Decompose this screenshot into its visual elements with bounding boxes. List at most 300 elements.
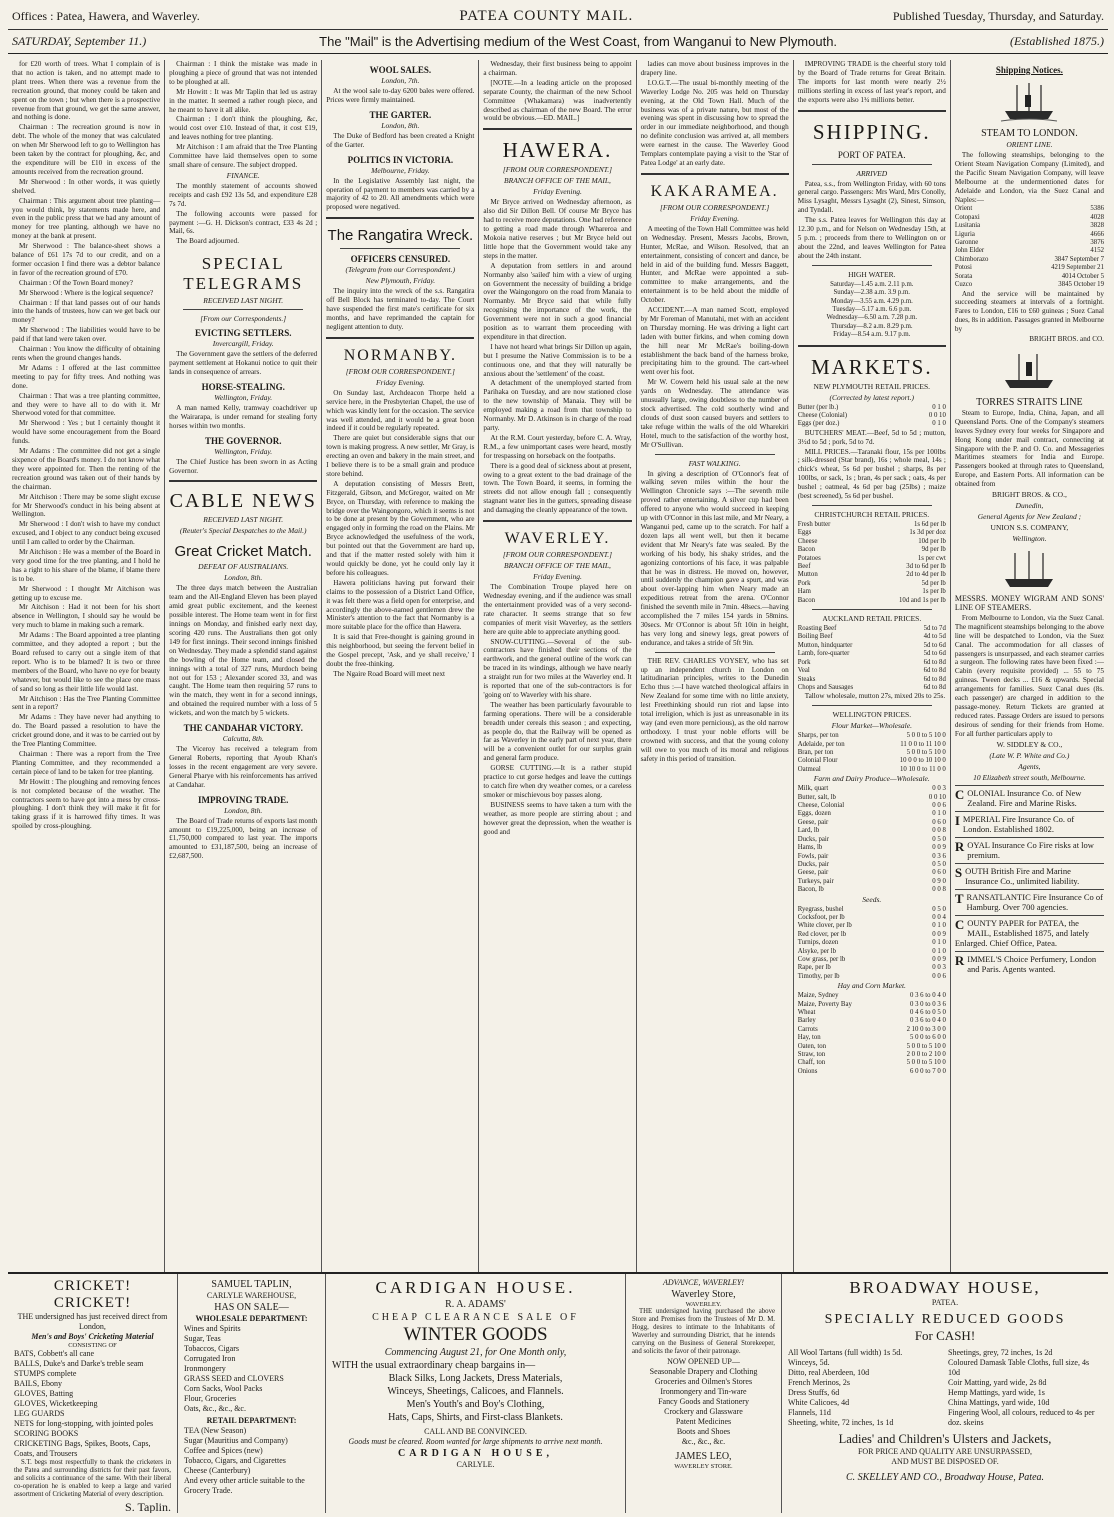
price-row — [798, 1026, 946, 1034]
evicting-heading: EVICTING SETTLERS. — [194, 328, 292, 339]
price-value: 2 10 0 to 3 0 0 — [906, 1025, 946, 1033]
price-item: Roasting Beef — [797, 625, 837, 633]
insurance-text: RANSATLANTIC Fire Insurance Co of Hamburg. Over 700 agencies. — [966, 891, 1103, 912]
ship-row — [955, 247, 1104, 255]
price-item: Cheese — [797, 537, 818, 545]
dateline: London, 8th. — [381, 120, 420, 130]
reuter-note: (Reuter's Special Despatches to the Mail.) — [179, 526, 307, 536]
price-value: 0 1 0 — [932, 947, 946, 955]
price-item: Milk, quart — [797, 785, 829, 793]
defeat-heading: DEFEAT OF AUSTRALIANS. — [198, 562, 289, 572]
article-paragraph: [NOTE.—In a leading article on the proposed separate County, the chairman of the new School Committee (Whakamara) was inadvertently described as chairman of the new Board. The error would be obvious.—ED. MAIL.] — [483, 78, 632, 123]
chch-heading: CHRISTCHURCH RETAIL PRICES. — [814, 510, 930, 519]
price-row — [798, 906, 946, 914]
price-item: Lard, lb — [797, 827, 820, 835]
newspaper-page — [8, 4, 1108, 1513]
drop-cap: R — [954, 838, 965, 854]
price-value: 6 0 0 to 7 0 0 — [909, 1067, 946, 1075]
hawera-paragraph: A deputation from settlers in and around Normanby also 'sailed' him with a view of urging on Government the necessity of building a bridge over the Waingongoro on the road from Manaia to Normanby. Mr Bryce said that while fully recognising the importance of the work, the Government were not in such a good financial position as to warrant them proceeding with expenditure in that direction. — [483, 261, 632, 341]
price-item: Turkeys, pair — [797, 877, 834, 885]
hawera-paragraph: At the R.M. Court yesterday, before C. A. Wray, R.M., a few unimportant cases were heard, mostly for trespassing on horseback on the footpaths. — [483, 433, 632, 460]
cricket-item: BAILS, Ebony — [14, 1379, 62, 1388]
price-item: Alsyke, per lb — [797, 947, 837, 955]
bright-bros: BRIGHT BROS. and CO. — [1029, 335, 1104, 344]
price-row — [798, 529, 946, 537]
price-item: Cow grass, per lb — [797, 955, 846, 963]
price-item: Cheese, Colonial — [797, 802, 845, 810]
kakaramea-paragraph: A meeting of the Town Hall Committee was held on Wednesday. Present, Messrs Jacobs, Brown, Hunter, McRae, and Wilson. Resolved, that an entertainment, consisting of concert and dance, be held in aid of the building fund. Messrs Baggett, Hunter, and McRae were appointed a sub-committee to make arrangements, and the entertainment is to be held about the middle of October. — [640, 224, 789, 305]
retail-item: Sugar (Mauritius and Company) — [184, 1436, 288, 1445]
dateline: Calcutta, 8th. — [222, 734, 264, 744]
waverley-item: Seasonable Drapery and Clothing — [649, 1367, 758, 1376]
cricket-item: BALLS, Duke's and Darke's treble seam — [14, 1359, 144, 1368]
price-value: 3876 — [1090, 239, 1104, 247]
flour-market: Flour Market—Wholesale. — [831, 721, 912, 731]
price-value: 1s per cwt — [917, 554, 946, 562]
price-item: Chaff, ton — [797, 1059, 826, 1067]
waverley-item: Boots and Shoes — [676, 1427, 731, 1436]
horse-heading: HORSE-STEALING. — [201, 381, 285, 392]
garter-heading: THE GARTER. — [369, 109, 432, 120]
ship-row — [955, 222, 1104, 230]
finance-text: The monthly statement of accounts showed receipts and cash £92 13s 5d, and expenditure £28 7s 7d. — [169, 181, 318, 208]
price-value: 0 3 0 to 0 3 6 — [909, 1000, 946, 1008]
james-leo: JAMES LEO, — [675, 1451, 732, 1462]
price-row — [798, 964, 946, 972]
price-row — [798, 412, 946, 420]
price-value: 11 0 0 to 11 10 0 — [900, 740, 946, 748]
torres-text: Steam to Europe, India, China, Japan, and all Queensland Ports. One of the Company's steamers leaves Sydney every four weeks for Singapore and Hong Kong under mail contract, connecting at Singapore with the P. and O. Co. and Messageries Maritimes steamers for India and Europe. Passengers booked at through rates to Queensland, Europe, and Eastern Ports. All information can be obtained from — [954, 408, 1104, 489]
broadway-item: Coloured Damask Table Cloths, full size, 4s 10d — [948, 1358, 1090, 1377]
insurance-ad — [955, 915, 1104, 948]
winter-goods: WINTER GOODS — [403, 1324, 548, 1345]
patea: PATEA. — [931, 1298, 959, 1307]
bright-bros-2: BRIGHT BROS. & CO., — [991, 490, 1067, 500]
price-item: Ham — [797, 588, 811, 596]
price-value: 0 0 3 — [932, 785, 946, 793]
seeds-heading: Seeds. — [862, 894, 882, 904]
article-paragraph: Chairman : Of the Town Board money? — [19, 278, 133, 287]
waverley-paragraph: GORSE CUTTING.—It is a rather stupid practice to cut gorse hedges and leave the cuttings to catch fire when dry weather comes, or a careless smoker or mischievous boy passes along. — [483, 764, 632, 799]
price-item: Cuzco — [954, 281, 973, 289]
price-value: 5d to 7d — [923, 625, 946, 633]
cricket-heading: CRICKET! CRICKET! — [53, 1278, 132, 1311]
broadway-item: Sheetings, grey, 72 inches, 1s 2d — [948, 1348, 1053, 1357]
price-item: Eggs — [797, 529, 812, 537]
commencing: Commencing August 21, for One Month only, — [384, 1347, 567, 1358]
price-item: Sharps, per ton — [797, 732, 839, 740]
price-value: 0 6 0 — [932, 869, 946, 877]
now-opened: NOW OPENED UP— — [667, 1357, 740, 1366]
wellington: Wellington. — [1012, 534, 1047, 544]
article-paragraph: Mr Sherwood : Where is the logical sequence? — [19, 288, 154, 297]
price-value: 4152 — [1090, 247, 1104, 255]
article-paragraph: Chairman : I don't think the ploughing, &c, would cost over £10. Instead of that, it cost £19, and leaves nothing for tree planting. — [169, 115, 318, 142]
money-wigram: MESSRS. MONEY WIGRAM AND SONS' LINE OF STEAMERS. — [954, 594, 1104, 612]
waverley-paragraph: BUSINESS seems to have taken a turn with the weather, as more people are stirring about ; and however great the depression, when the weather is good and — [483, 800, 632, 836]
waverley-paragraph: SNOW-CUTTING.—Several of the sub-contractors have finished their sections of the earthwork, and the general outline of the work can be traced in its windings, although we have nearly a straight run for two miles at the Waverley end. It is reported that one of the sub-contractors is for 'going on' to Waverley with his share. — [483, 637, 632, 699]
price-row — [798, 659, 946, 667]
article-paragraph: Chairman : You know the difficulty of obtaining rents when the ground changes hands. — [12, 345, 161, 362]
price-row — [798, 667, 946, 675]
wreck-heading: The Rangatira Wreck. — [327, 227, 474, 245]
price-item: Chimborazo — [954, 255, 989, 263]
torres-heading: TORRES STRAITS LINE — [976, 396, 1083, 408]
waverley-item: &c., &c., &c. — [681, 1437, 726, 1446]
leaves-text: The s.s. Patea leaves for Wellington this day at 12.30 p.m., and for Nelson on Wednesday 15th, at 5 p.m. ; proceeds from there to Wellington on or about the 22nd, and leaves Wellington for Patea about the 24th instant. — [797, 216, 946, 260]
elizabeth-street: 10 Elizabeth street south, Melbourne. — [973, 772, 1086, 782]
price-value: 5 0 0 to 6 0 0 — [909, 1034, 946, 1042]
article-paragraph: Chairman : The recreation ground is now in debt. The whole of the money that was calculated on when Mr Sherwood left to go to Wellington has been taken by the contract for ploughing, &c, and the expenditure will be £10 in excess of the amounts received from the recreation ground. — [12, 123, 161, 176]
price-value: 0 4 6 to 0 5 0 — [909, 1009, 946, 1016]
insurance-text: OYAL Insurance Co Fire risks at low premium. — [967, 839, 1094, 860]
ship-row — [955, 264, 1104, 272]
broadway-item: Ditto, real Aberdeen, 10d — [788, 1368, 870, 1377]
markets-heading: MARKETS. — [810, 354, 933, 379]
price-row — [798, 992, 946, 1000]
dateline: Wellington, Friday. — [214, 392, 273, 402]
price-item: Eggs (per doz.) — [797, 420, 840, 428]
price-value: 0 9 0 — [932, 877, 946, 885]
price-value: 6d to 8d — [923, 667, 946, 675]
drop-cap: I — [954, 812, 960, 828]
governor-text: The Chief Justice has been sworn in as Acting Governor. — [169, 457, 318, 475]
price-value: 2d to 4d per lb — [906, 571, 946, 579]
kakaramea-paragraph: ACCIDENT.—A man named Scott, employed by Mr Foreman of Manutahi, met with an accident on Thursday morning. He was driving a light cart laden with butter firkins, and when coming down the hill near Mr McRae's boiling-down establishment the back band of the harness broke, precipitating him to the ground. The cart-wheel went over his foot. — [640, 306, 789, 377]
price-item: Potosi — [954, 264, 972, 272]
published-line: Published Tuesday, Thursday, and Saturday. — [892, 9, 1104, 23]
wholesale-item: Oats, &c., &c., &c. — [184, 1404, 246, 1413]
tide-row: Friday—8.54 a.m. 9.17 p.m. — [833, 331, 911, 339]
price-value: 4219 September 21 — [1051, 264, 1104, 272]
ra-adams: R. A. ADAMS' — [445, 1299, 506, 1310]
price-item: Colonial Flour — [797, 757, 838, 765]
from-correspondent: [FROM OUR CORRESPONDENT.] — [502, 165, 613, 175]
price-row — [798, 810, 946, 818]
walking-text: In giving a description of O'Connor's feat of walking seven miles within the hour the Wellington Chronicle says :—The seventh mile proved rather entertaining. A silver cup had been offered to anyone who would succeed in keeping up with O'Connor in this last mile, and Mr Neary, a Wanganui ped, came up to the scratch. For half a dozen laps all went well, but then it became evident that Mr Neary's fate was sealed. By the working of his body, his shaky strides, and the agonizing contortions of his face, it was palpable that he was in distress. He moved on, however, until suddenly the champion gave a spurt, and was about over-lapping him when Neary made an expeditious retreat from the arena. O'Connor finished the seventh mile in 7min. 48secs.—having accomplished the 7 miles 154 yards in 58mins. 30secs. Mr O'Connor is about 5ft 10in in height, has very long and sinewy legs, great powers of endurance, and takes a stride of 5ft 9in. — [640, 469, 789, 647]
price-value: 10d per lb — [918, 537, 946, 545]
goods-cleared: Goods must be cleared. Room wanted for large shipments to arrive next month. — [348, 1437, 603, 1446]
price-item: Oatmeal — [797, 765, 821, 773]
cricket-item: GLOVES, Batting — [14, 1389, 74, 1398]
trade-text: The Board of Trade returns of exports last month amount to £19,225,000, being an increase of £1,750,000 compared to last year. The imports amounted to £31,187,500, being an increase of £2,687,500. — [169, 816, 318, 861]
price-value: 6d to 8d — [923, 675, 946, 683]
money-text: From Melbourne to London, via the Suez Canal. The magnificent steamships belonging to the above line will be despatched to London, via the Suez Canal. The accommodation for all classes of passengers is unsurpassed, and each steamer carries a surgeon. The following rates have been fixed :—Cabin (every requisite provided) ... 55 to 75 guineas. Tween decks ... £16 & upwards. Special arrangements for families. Suez Canal dues (8s. each passenger) are charged in addition to the passage-money. Return Tickets are granted at reduced rates. Passage Orders are issued to persons desirous of sending for their friends from Home. For all further particulars apply to — [954, 613, 1104, 738]
price-row — [798, 922, 946, 930]
price-row — [798, 521, 946, 529]
price-value: 5d to 6d — [923, 641, 946, 649]
price-item: Garonne — [954, 239, 979, 247]
article-paragraph: Mr Sherwood : Yes ; but I certainly thought it would have some encouragement from the Board funds. — [12, 419, 161, 446]
price-item: Hay, ton — [797, 1034, 821, 1042]
price-item: Cocksfoot, per lb — [797, 913, 845, 921]
normanby-paragraph: There are quiet but considerable signs that our town is making progress. A new settler, Mr Gray, is erecting an oven and bakery in the main street, and I believe there is to be a small grain and produce store behind. — [326, 434, 475, 478]
price-row — [798, 844, 946, 852]
price-value: 1s per lb — [922, 588, 946, 596]
insurance-ad — [955, 889, 1104, 912]
cricket-item: LEG GUARDS — [14, 1409, 65, 1418]
article-paragraph: Chairman : I think the mistake was made in ploughing a piece of ground that was not intended to be ploughed at all. — [169, 60, 318, 86]
price-value: 0 1 0 — [932, 939, 946, 947]
price-row — [798, 1017, 946, 1025]
from-correspondent: [FROM OUR CORRESPONDENT.] — [660, 202, 770, 212]
butchers-text: BUTCHERS' MEAT.—Beef, 5d to 5d ; mutton, 3½d to 5d ; pork, 5d to 7d. — [797, 428, 946, 446]
cricket-item: BATS, Cobbett's all cane — [14, 1349, 95, 1358]
article-paragraph: Chairman : There was a report from the Tree Planting Committee, and they recommended a certain piece of land to be taken for tree planting. — [12, 749, 161, 776]
steamship-icon — [999, 348, 1059, 392]
arrived-text: Patea, s.s., from Wellington Friday, with 60 tons general cargo. Passengers: Mrs Ward, Mrs Conolly, Miss Lysaght, Messrs Lysaght (2), Sinest, Simson, and Tyndall. — [797, 179, 946, 215]
taplin-warehouse-ad — [178, 1274, 326, 1513]
hawera-paragraph: Mr Bryce arrived on Wednesday afternoon, as also did Sir Dillon Bell. Of course Mr Bryce has had to receive more deputations. One had reference to getting a road made through Whareroa and Mokoia native reserves ; but Mr Bryce held out little hope that the Government would take any steps in the matter. — [483, 198, 632, 260]
article-paragraph: Mr Aitchison : Has the Tree Planting Committee sent in a report? — [12, 694, 161, 712]
price-item: Barley — [797, 1017, 816, 1025]
price-item: Turnips, dozen — [797, 939, 839, 947]
established: (Established 1875.) — [1009, 34, 1104, 48]
article-paragraph: Chairman : This argument about tree planting—you would think, by statements made here, and even in the public press that we had any amount of money for tree planting, although we have no money at the bank at present. — [12, 196, 161, 241]
rev-voysey-text: THE REV. CHARLES VOYSEY, who has set up an independent church in London on latitudinarian principles, writes to the Dunedin Echo thus :—I have watched theological affairs in New Zealand for some time with no little anxiety, lest Freethinking should run riot and lapse into total irreligion, which is just as unreasonable in its way (and even more pernicious), as the old narrow orthodoxy. I trust your noble efforts will be crowned with success, and that the young colony will owe to you much of its moral and religious safety in this period of transition. — [640, 656, 789, 763]
price-item: Eggs, dozen — [797, 810, 831, 818]
hawera-heading: HAWERA. — [502, 138, 613, 163]
price-item: Geese, pair — [797, 869, 829, 877]
hawera-paragraph: I have not heard what brings Sir Dillon up again, but I presume the Native Commission is to be a continuous one, and that they will naturally be anxious about the 'settlement' of the coast. — [483, 342, 632, 378]
tide-row: Sunday—2.38 a.m. 3.9 p.m. — [833, 289, 910, 297]
cricket-item: STUMPS complete — [14, 1369, 77, 1378]
price-value: 0 5 0 — [932, 905, 946, 913]
article-paragraph: Mr Sherwood : I don't wish to have my conduct excused, and I object to any conduct being excused until I am called to order by the Chairman. — [12, 520, 161, 547]
price-item: Potatoes — [797, 554, 821, 562]
price-row — [798, 633, 946, 641]
article-paragraph: Chairman : That was a tree planting committee, and they were to have all to do with it. Mr Sherwood voted for that committee. — [12, 391, 161, 418]
price-row — [798, 676, 946, 684]
black-silks: Black Silks, Long Jackets, Dress Materials, — [388, 1373, 563, 1384]
masthead — [8, 4, 1108, 30]
waverley-paragraph: The weather has been particularly favourable to farming operations. There will be a considerable breadth under cereals this season ; and expecting, as people do, that the Railway will be opened as far as Waverley in the early part of next year, there will be a convenient outlet for our surplus grain and general farm produce. — [483, 700, 632, 763]
price-item: Pork — [797, 658, 811, 666]
insurance-ad — [955, 863, 1104, 886]
waverley-store: Waverley Store, — [671, 1289, 736, 1300]
price-row — [798, 1068, 946, 1076]
drop-cap: T — [954, 890, 964, 906]
price-item: Lusitania — [954, 222, 981, 230]
price-item: Butter, salt, lb — [797, 793, 836, 801]
retail-item: TEA (New Season) — [184, 1426, 247, 1435]
winceys: Winceys, Sheetings, Calicoes, and Flannels. — [387, 1386, 564, 1397]
price-value: 0 3 6 — [932, 852, 946, 860]
price-value: 0 0 9 — [932, 844, 946, 852]
branch-office: BRANCH OFFICE OF THE MAIL, — [504, 561, 611, 571]
price-value: 5386 — [1090, 205, 1104, 213]
price-item: Onions — [797, 1067, 818, 1075]
dateline: London, 7th. — [381, 76, 420, 85]
cricket-note: S.T. begs most respectfully to thank the cricketers in the Patea and surrounding districts for their past favors, and solicits a continuance of the same. With their liberal co-operation he is enabled to keep a large and varied assortment of Cricketing Material of every description. — [14, 1459, 171, 1498]
union-ss: UNION S.S. COMPANY, — [990, 523, 1069, 533]
price-row — [798, 580, 946, 588]
price-row — [798, 1009, 946, 1017]
kakaramea-paragraph: Mr W. Cowern held his usual sale at the new yards on Wednesday. The attendance was unusually large, owing doubtless to the number of stock advertised. The cold southerly wind and clouds of dust soon caused buyers and settlers to take refuge within the walls of the old Wharekiri Hotel, much to the satisfaction of the worthy host, Mr O'Sullivan. — [640, 378, 789, 449]
waverley-place: WAVERLEY. — [685, 1301, 722, 1308]
article-paragraph: ladies can move about business improves in the drapery line. — [640, 60, 789, 77]
cardigan-house-footer: CARDIGAN HOUSE, — [397, 1448, 553, 1459]
steamship-icon — [999, 79, 1059, 123]
price-item: Boiling Beef — [797, 633, 833, 641]
price-item: Veal — [797, 667, 810, 675]
ship-row — [955, 231, 1104, 239]
adjourned: The Board adjourned. — [176, 237, 240, 246]
price-value: 0 1 0 — [932, 922, 946, 930]
carlyle: CARLYLE. — [456, 1460, 495, 1469]
waverley-store-ad — [626, 1274, 782, 1513]
disposed: AND MUST BE DISPOSED OF. — [891, 1457, 999, 1466]
waverley-paragraph: The Combination Troupe played here on Wednesday evening, and if the audience was small the entertainment provided was of a very second-rate character. It seems strange that so few companies of merit visit Waverley, as the settlers here are quite able to appreciate anything good. — [483, 583, 632, 636]
article-paragraph: Mr Howitt : It was Mr Taplin that led us astray in the matter. It seemed a rather rough piece, and he meant to have it all alike. — [169, 87, 318, 114]
wholesale-item: GRASS SEED and CLOVERS — [184, 1374, 284, 1383]
price-value: 5 0 0 to 5 10 0 — [906, 732, 946, 740]
price-value: 0 0 3 — [932, 964, 946, 972]
shipping-heading: SHIPPING. — [812, 119, 931, 144]
price-item: Orient — [954, 205, 973, 213]
price-row — [798, 861, 946, 869]
price-row — [798, 1034, 946, 1042]
dateline: London, 8th. — [224, 805, 263, 815]
price-value: 4d to 5d — [923, 633, 946, 641]
hawera-paragraph: There is a good deal of sickness about at present, owing to a great extent to the bad drainage of the town. The Town Board, it seems, in forming the streets did not allow enough fall ; consequently stagnant water lies in the gutters, spreading disease and damaging the cleanly appearance of the town. — [483, 461, 632, 515]
price-value: 10 0 0 to 10 10 0 — [899, 757, 946, 765]
politics-heading: POLITICS IN VICTORIA. — [347, 154, 454, 165]
broadway-item: China Mattings, yard wide, 10d — [948, 1398, 1050, 1407]
dateline: New Plymouth, Friday. — [365, 276, 436, 286]
cardigan-heading: CARDIGAN HOUSE. — [375, 1278, 576, 1297]
orient-line: ORIENT LINE. — [1006, 140, 1053, 149]
price-row — [798, 853, 946, 861]
retail-item: Cheese (Canterbury) — [184, 1466, 251, 1475]
price-value: 0 1 0 — [932, 403, 946, 411]
normanby-paragraph: Hawera politicians having put forward their claims to the possession of a District Land Office, it was felt there was a field open for enterprise, and accordingly the above-named gentlemen drew the Minister's attention to the fact that Normanby is a more suitable place for the office than Hawera. — [326, 578, 475, 632]
article-paragraph: Mr Sherwood : The liabilities would have to be paid if that land were taken over. — [12, 326, 161, 344]
price-row — [798, 948, 946, 956]
wholesale-item: Corn Sacks, Wool Packs — [184, 1384, 263, 1393]
tallow-text: Tallow wholesale, mutton 27s, mixed 20s to 25s. — [804, 692, 946, 701]
from-correspondent: [FROM OUR CORRESPONDENT.] — [345, 366, 455, 376]
price-item: Bran, per ton — [797, 749, 834, 757]
dateline: Friday Evening. — [533, 187, 582, 197]
price-value: 0 5 0 — [932, 860, 946, 868]
price-item: Chops and Sausages — [797, 683, 854, 691]
subhead — [8, 30, 1108, 54]
price-item: Maize, Sydney — [797, 992, 839, 1000]
price-row — [798, 914, 946, 922]
price-item: Liguria — [954, 230, 975, 238]
price-row — [798, 886, 946, 894]
insurance-text: OUNTY PAPER for PATEA, the MAIL, Established 1875, and lately Enlarged. Chief Office, Patea. — [954, 917, 1090, 948]
price-value: 0 0 6 — [932, 802, 946, 810]
late-white: (Late W. P. White and Co.) — [989, 750, 1070, 760]
advertisements-band — [8, 1272, 1108, 1513]
tide-row: Monday—3.55 a.m. 4.29 p.m. — [830, 297, 913, 305]
price-value: 9d per lb — [921, 546, 946, 554]
agents: Agents, — [1018, 761, 1041, 771]
high-water-heading: HIGH WATER. — [848, 269, 896, 279]
wholesale-item: Wines and Spirits — [184, 1324, 241, 1333]
corrected-note: (Corrected by latest report.) — [829, 392, 914, 402]
price-value: 4666 — [1090, 230, 1104, 238]
article-paragraph: Chairman : If that land passes out of our hands into the hands of trustees, how can we get back our money? — [12, 298, 161, 325]
farm-produce: Farm and Dairy Produce—Wholesale. — [813, 774, 930, 784]
price-value: 0 6 0 — [932, 818, 946, 826]
broadway-item: All Wool Tartans (full width) 1s 5d. — [788, 1348, 903, 1357]
wholesale-dept: WHOLESALE DEPARTMENT: — [195, 1314, 308, 1323]
price-quality: FOR PRICE AND QUALITY ARE UNSURPASSED, — [857, 1447, 1033, 1456]
waverley-item: Crockery and Glassware — [664, 1407, 743, 1416]
cricket-intro: THE undersigned has just received direct from London, — [17, 1312, 168, 1331]
article-paragraph: Mr Aitchison : Had it not been for his short absence in Wellington, I should say he would be very much to blame in making such a remark. — [12, 603, 161, 630]
dateline: Invercargill, Friday. — [212, 339, 274, 349]
wool-text: At the wool sale to-day 6200 bales were offered. Prices were firmly maintained. — [326, 87, 475, 104]
drop-cap: S — [954, 864, 963, 880]
consisting-of: CONSISTING OF — [68, 1342, 117, 1349]
price-row — [798, 1059, 946, 1067]
cricket-material: Men's and Boys' Cricketing Material — [31, 1332, 154, 1341]
dunedin: Dunedin, — [1015, 501, 1044, 511]
price-row — [798, 766, 946, 774]
branch-office: BRANCH OFFICE OF THE MAIL, — [504, 176, 611, 186]
price-row — [798, 802, 946, 810]
fast-walking-heading: FAST WALKING. — [688, 458, 741, 468]
article-paragraph: Mr Sherwood : I thought Mr Aitchison was getting up to excuse me. — [12, 584, 161, 602]
insurance-text: OUTH British Fire and Marine Insurance Co., unlimited liability. — [965, 865, 1080, 886]
ship-row — [955, 281, 1104, 289]
price-value: 0 0 9 — [932, 955, 946, 963]
cricket-item: CRICKETING Bags, Spikes, Boots, Caps, Coats, and Trousers — [14, 1439, 151, 1458]
price-row — [798, 588, 946, 596]
candahar-heading: THE CANDAHAR VICTORY. — [183, 723, 303, 734]
price-item: Cotopaxi — [954, 213, 980, 221]
ulsters-jackets: Ladies' and Children's Ulsters and Jackets, — [838, 1432, 1052, 1446]
hay-heading: Hay and Corn Market. — [837, 981, 906, 991]
price-value: 5 0 0 to 5 10 0 — [906, 1059, 946, 1067]
samuel-taplin: SAMUEL TAPLIN, — [211, 1279, 292, 1290]
article-paragraph: Mr Aitchison : There may be some slight excuse for Mr Sherwood's conduct in his being absent at Wellington. — [12, 492, 161, 519]
price-item: Ducks, pair — [797, 835, 830, 843]
price-row — [798, 650, 946, 658]
price-item: Cheese (Colonial) — [797, 411, 847, 419]
normanby-paragraph: The Ngaire Road Board will meet next — [333, 669, 446, 678]
cricket-match-heading: Great Cricket Match. — [174, 543, 312, 561]
price-value: 1s 3d per doz — [909, 529, 946, 537]
ship-row — [955, 273, 1104, 281]
price-item: Butter (per lb.) — [797, 403, 839, 411]
price-row — [798, 732, 946, 740]
price-item: Oaten, ton — [797, 1042, 827, 1050]
broadway-item: White Calicoes, 4d — [788, 1398, 850, 1407]
price-item: Pork — [797, 579, 811, 587]
article-paragraph: Mr Sherwood : In other words, it was quietly shelved. — [12, 177, 161, 195]
price-value: 4028 — [1090, 213, 1104, 221]
insurance-ad — [955, 837, 1104, 860]
price-row — [798, 625, 946, 633]
price-value: 0 3 6 to 0 4 0 — [909, 992, 946, 1000]
waverley-store-footer: WAVERLEY STORE. — [674, 1463, 733, 1470]
cricket-text: The three days match between the Australian team and the All-England Eleven has been played amid great public excitement, and the keenest possible interest. The Home team went in for first innings on Monday, and finished early next day, scoring 420 runs. The Australians then got only 149 for first innings. Their second innings finished on Wednesday. They made a splendid stand against the bowling of the Home team, and closed the innings with a total of 327 runs, Murdoch being not out for 153 ; Alexander scored 33, and was caught. The Home team then requiring 57 runs to win the match, they went in for a second innings, and obtained the required number with a loss of 5 wickets, and won the match by 5 wickets. — [169, 584, 318, 718]
dateline: Friday Evening. — [690, 213, 739, 223]
article-paragraph: Mr Aitchison : I am afraid that the Tree Planting Committee have laid themselves open to some small share of censure. The subject dropped. — [169, 143, 318, 169]
dateline: Friday Evening. — [375, 377, 425, 387]
price-item: Red clover, per lb — [797, 930, 847, 938]
price-row — [798, 571, 946, 579]
price-value: 0 0 10 — [928, 793, 946, 801]
cable-news-heading: CABLE NEWS — [169, 490, 317, 513]
officers-censured: OFFICERS CENSURED. — [350, 254, 451, 265]
price-value: 0 0 4 — [932, 913, 946, 921]
